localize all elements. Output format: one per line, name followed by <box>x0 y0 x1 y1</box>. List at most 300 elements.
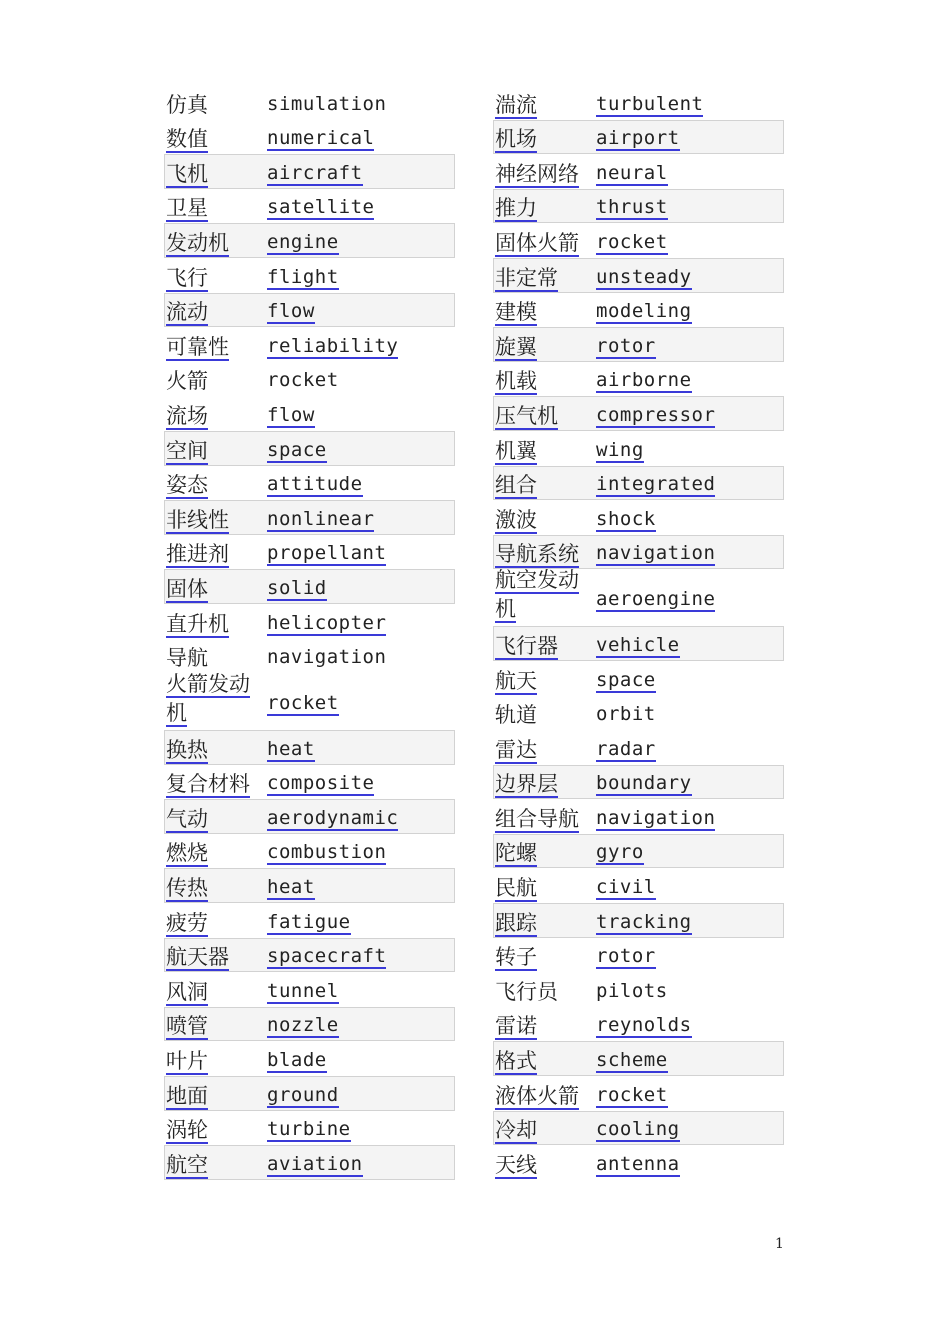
english-term-text: rocket <box>267 369 339 392</box>
chinese-term[interactable] <box>166 1152 258 1178</box>
chinese-term-text: 直升机 <box>166 611 229 636</box>
chinese-term-text: 轨道 <box>495 703 537 728</box>
english-term-text: modeling <box>596 300 692 323</box>
term-row <box>493 500 784 535</box>
term-row <box>164 431 455 466</box>
english-term-text: vehicle <box>596 633 680 656</box>
english-term-text: rotor <box>596 945 656 968</box>
chinese-term[interactable] <box>495 840 587 866</box>
term-row <box>164 85 455 120</box>
english-term[interactable] <box>267 840 386 864</box>
english-term[interactable] <box>596 230 668 254</box>
english-term-text: reynolds <box>596 1014 692 1037</box>
term-row <box>493 938 784 973</box>
english-term-text: nozzle <box>267 1014 339 1037</box>
english-term[interactable] <box>596 507 656 531</box>
english-term[interactable] <box>267 944 386 968</box>
english-term-text: helicopter <box>267 611 387 634</box>
english-term-text: ground <box>267 1083 339 1106</box>
english-term-text: heat <box>267 737 315 760</box>
term-row <box>493 362 784 397</box>
term-row <box>164 327 455 362</box>
term-row <box>493 327 784 362</box>
term-row <box>164 938 455 973</box>
chinese-term[interactable] <box>495 737 587 763</box>
english-term-text: shock <box>596 507 656 530</box>
english-term[interactable] <box>596 299 692 323</box>
chinese-term[interactable] <box>495 1048 587 1074</box>
english-term-text: boundary <box>596 772 692 795</box>
english-term-text: space <box>596 668 656 691</box>
chinese-term[interactable] <box>166 161 258 187</box>
chinese-term[interactable] <box>166 979 258 1005</box>
english-term[interactable] <box>267 541 386 565</box>
chinese-term[interactable] <box>166 944 258 970</box>
english-term[interactable] <box>596 1117 680 1141</box>
chinese-term[interactable] <box>166 230 258 256</box>
english-term[interactable] <box>267 1048 327 1072</box>
english-term-text: numerical <box>267 127 375 150</box>
english-term[interactable] <box>596 368 692 392</box>
english-term[interactable] <box>267 472 363 496</box>
chinese-term-text: 跟踪 <box>495 910 537 935</box>
english-term-text: tracking <box>596 910 692 933</box>
english-term <box>596 702 656 726</box>
chinese-term[interactable] <box>166 195 258 221</box>
chinese-term-text: 边界层 <box>495 772 558 797</box>
english-term[interactable] <box>267 1083 339 1107</box>
chinese-term-text: 空间 <box>166 438 208 463</box>
term-row <box>164 1145 455 1180</box>
chinese-term[interactable] <box>495 126 587 152</box>
chinese-term-text: 非定常 <box>495 265 558 290</box>
english-term[interactable] <box>596 541 715 565</box>
right-term-column <box>493 85 784 1180</box>
english-term[interactable] <box>267 910 351 934</box>
chinese-term-text: 飞机 <box>166 161 208 186</box>
english-term[interactable] <box>596 806 715 830</box>
english-term[interactable] <box>267 438 327 462</box>
chinese-term-text: 湍流 <box>495 92 537 117</box>
chinese-term-text: 雷达 <box>495 737 537 762</box>
english-term[interactable] <box>267 299 315 323</box>
chinese-term-text: 叶片 <box>166 1049 208 1074</box>
chinese-term[interactable] <box>166 1083 258 1109</box>
chinese-term-text: 流动 <box>166 300 208 325</box>
english-term-text: turbine <box>267 1118 351 1141</box>
chinese-term-text: 传热 <box>166 876 208 901</box>
chinese-term-text: 导航系统 <box>495 542 579 567</box>
english-term[interactable] <box>596 195 668 219</box>
english-term[interactable] <box>596 126 680 150</box>
chinese-term[interactable] <box>495 265 587 291</box>
chinese-term-text: 复合材料 <box>166 772 250 797</box>
term-row <box>493 120 784 155</box>
term-row <box>493 730 784 765</box>
english-term-text: scheme <box>596 1049 668 1072</box>
english-term[interactable] <box>267 1013 339 1037</box>
chinese-term <box>495 979 587 1005</box>
english-term[interactable] <box>596 438 644 462</box>
chinese-term[interactable] <box>495 195 587 221</box>
term-row <box>164 293 455 328</box>
chinese-term[interactable] <box>166 541 258 567</box>
chinese-term[interactable] <box>495 566 587 624</box>
chinese-term[interactable] <box>495 944 587 970</box>
chinese-term[interactable] <box>495 668 587 694</box>
chinese-term[interactable] <box>495 1117 587 1143</box>
left-term-column <box>164 85 455 1180</box>
chinese-term-text: 风洞 <box>166 979 208 1004</box>
english-term-text: navigation <box>596 542 716 565</box>
english-term[interactable] <box>267 691 339 715</box>
term-row <box>493 1145 784 1180</box>
term-row <box>164 673 455 730</box>
chinese-term-text: 天线 <box>495 1152 537 1177</box>
chinese-term <box>166 92 258 118</box>
term-row <box>493 466 784 501</box>
chinese-term[interactable] <box>495 403 587 429</box>
term-row <box>493 85 784 120</box>
term-row <box>164 189 455 224</box>
chinese-term[interactable] <box>166 737 258 763</box>
english-term[interactable] <box>267 979 339 1003</box>
english-term-text: unsteady <box>596 265 692 288</box>
chinese-term-text: 流场 <box>166 403 208 428</box>
chinese-term[interactable] <box>495 472 587 498</box>
english-term[interactable] <box>267 576 327 600</box>
chinese-term[interactable] <box>495 507 587 533</box>
english-term-text: compressor <box>596 403 716 426</box>
english-term[interactable] <box>596 472 715 496</box>
english-term-text: airport <box>596 127 680 150</box>
english-term[interactable] <box>267 737 315 761</box>
term-row <box>493 765 784 800</box>
term-row <box>493 431 784 466</box>
term-row <box>164 834 455 869</box>
chinese-term[interactable] <box>166 576 258 602</box>
chinese-term[interactable] <box>495 438 587 464</box>
term-row <box>493 868 784 903</box>
english-term[interactable] <box>267 875 315 899</box>
english-term[interactable] <box>267 771 374 795</box>
chinese-term-text: 机翼 <box>495 438 537 463</box>
english-term[interactable] <box>596 668 656 692</box>
chinese-term-text: 推进剂 <box>166 542 229 567</box>
term-row <box>164 569 455 604</box>
english-term-text: aeroengine <box>596 588 716 611</box>
english-term-text: radar <box>596 737 656 760</box>
chinese-term[interactable] <box>495 806 587 832</box>
chinese-term-text: 冷却 <box>495 1118 537 1143</box>
chinese-term-text: 航空 <box>166 1152 208 1177</box>
chinese-term[interactable] <box>166 875 258 901</box>
english-term[interactable] <box>267 507 374 531</box>
english-term-text: wing <box>596 438 644 461</box>
chinese-term[interactable] <box>495 1152 587 1178</box>
chinese-term[interactable] <box>495 1083 587 1109</box>
english-term[interactable] <box>267 1117 351 1141</box>
english-term-text: orbit <box>596 703 656 726</box>
chinese-term[interactable] <box>495 334 587 360</box>
english-term-text: composite <box>267 772 375 795</box>
chinese-term[interactable] <box>166 1048 258 1074</box>
chinese-term-text: 转子 <box>495 945 537 970</box>
chinese-term-text: 陀螺 <box>495 841 537 866</box>
chinese-term-text: 火箭发动机 <box>166 672 250 726</box>
english-term-text: nonlinear <box>267 507 375 530</box>
chinese-term[interactable] <box>166 1013 258 1039</box>
chinese-term-text: 激波 <box>495 507 537 532</box>
term-row <box>164 765 455 800</box>
term-row <box>493 972 784 1007</box>
english-term-text: engine <box>267 230 339 253</box>
english-term <box>267 645 386 669</box>
english-term-text: heat <box>267 876 315 899</box>
english-term <box>267 92 386 116</box>
term-row <box>164 1111 455 1146</box>
english-term-text: civil <box>596 876 656 899</box>
term-row <box>493 834 784 869</box>
english-term[interactable] <box>267 1152 363 1176</box>
chinese-term[interactable] <box>166 806 258 832</box>
term-row <box>164 500 455 535</box>
chinese-term-text: 机载 <box>495 369 537 394</box>
chinese-term-text: 神经网络 <box>495 161 579 186</box>
chinese-term-text: 数值 <box>166 127 208 152</box>
chinese-term[interactable] <box>166 611 258 637</box>
english-term[interactable] <box>596 1013 692 1037</box>
chinese-term-text: 固体火箭 <box>495 230 579 255</box>
english-term[interactable] <box>596 875 656 899</box>
english-term[interactable] <box>596 737 656 761</box>
chinese-term[interactable] <box>495 875 587 901</box>
english-term[interactable] <box>596 334 656 358</box>
english-term-text: navigation <box>596 806 716 829</box>
english-term-text: thrust <box>596 196 668 219</box>
english-term[interactable] <box>596 633 680 657</box>
english-term[interactable] <box>596 587 715 611</box>
english-term[interactable] <box>267 806 398 830</box>
english-term-text: neural <box>596 161 668 184</box>
chinese-term <box>166 645 258 671</box>
chinese-term-text: 发动机 <box>166 230 229 255</box>
chinese-term[interactable] <box>166 910 258 936</box>
term-row <box>493 1076 784 1111</box>
chinese-term-text: 液体火箭 <box>495 1083 579 1108</box>
chinese-term[interactable] <box>495 299 587 325</box>
chinese-term-text: 可靠性 <box>166 334 229 359</box>
english-term[interactable] <box>267 334 398 358</box>
term-row <box>164 1041 455 1076</box>
english-term[interactable] <box>596 910 692 934</box>
english-term[interactable] <box>267 161 363 185</box>
term-row <box>493 1111 784 1146</box>
chinese-term-text: 飞行 <box>166 265 208 290</box>
chinese-term-text: 非线性 <box>166 507 229 532</box>
term-row <box>493 189 784 224</box>
chinese-term-text: 固体 <box>166 576 208 601</box>
english-term-text: spacecraft <box>267 945 387 968</box>
english-term[interactable] <box>596 92 703 116</box>
chinese-term[interactable] <box>166 403 258 429</box>
chinese-term[interactable] <box>166 299 258 325</box>
term-row <box>164 154 455 189</box>
english-term-text: airborne <box>596 369 692 392</box>
chinese-term[interactable] <box>166 507 258 533</box>
english-term-text: navigation <box>267 646 387 669</box>
term-row <box>493 396 784 431</box>
english-term[interactable] <box>596 840 644 864</box>
term-row <box>493 258 784 293</box>
english-term[interactable] <box>596 1152 680 1176</box>
chinese-term-text: 组合导航 <box>495 806 579 831</box>
english-term-text: fatigue <box>267 910 351 933</box>
english-term-text: integrated <box>596 473 716 496</box>
term-row <box>493 223 784 258</box>
chinese-term[interactable] <box>166 670 258 728</box>
term-row <box>164 730 455 765</box>
english-term[interactable] <box>596 403 715 427</box>
chinese-term[interactable] <box>495 541 587 567</box>
english-term-text: rocket <box>267 692 339 715</box>
chinese-term[interactable] <box>495 368 587 394</box>
english-term-text: flow <box>267 403 315 426</box>
term-row <box>493 696 784 731</box>
chinese-term[interactable] <box>166 265 258 291</box>
english-term-text: gyro <box>596 841 644 864</box>
english-term[interactable] <box>267 126 374 150</box>
chinese-term-text: 仿真 <box>166 92 208 117</box>
chinese-term[interactable] <box>166 1117 258 1143</box>
english-term[interactable] <box>267 403 315 427</box>
chinese-term-text: 换热 <box>166 737 208 762</box>
term-row <box>164 466 455 501</box>
chinese-term-text: 组合 <box>495 473 537 498</box>
chinese-term-text: 燃烧 <box>166 841 208 866</box>
chinese-term <box>495 702 587 728</box>
chinese-term[interactable] <box>495 1013 587 1039</box>
chinese-term[interactable] <box>495 230 587 256</box>
term-row <box>164 972 455 1007</box>
english-term[interactable] <box>267 195 374 219</box>
term-row <box>164 903 455 938</box>
chinese-term-text: 飞行员 <box>495 979 558 1004</box>
english-term-text: propellant <box>267 542 387 565</box>
chinese-term-text: 飞行器 <box>495 633 558 658</box>
chinese-term-text: 疲劳 <box>166 910 208 935</box>
english-term[interactable] <box>596 944 656 968</box>
term-row <box>164 223 455 258</box>
chinese-term[interactable] <box>166 126 258 152</box>
chinese-term[interactable] <box>166 334 258 360</box>
chinese-term-text: 机场 <box>495 127 537 152</box>
term-row <box>164 120 455 155</box>
english-term-text: tunnel <box>267 979 339 1002</box>
chinese-term-text: 涡轮 <box>166 1118 208 1143</box>
english-term-text: antenna <box>596 1152 680 1175</box>
chinese-term-text: 格式 <box>495 1049 537 1074</box>
chinese-term[interactable] <box>166 840 258 866</box>
term-row <box>164 535 455 570</box>
term-row <box>164 799 455 834</box>
chinese-term <box>166 368 258 394</box>
english-term[interactable] <box>596 1048 668 1072</box>
english-term-text: attitude <box>267 473 363 496</box>
english-term[interactable] <box>596 771 692 795</box>
chinese-term[interactable] <box>495 92 587 118</box>
term-row <box>493 661 784 696</box>
chinese-term-text: 卫星 <box>166 196 208 221</box>
page-number: 1 <box>775 1236 784 1252</box>
chinese-term-text: 导航 <box>166 646 208 671</box>
english-term-text: flight <box>267 265 339 288</box>
chinese-term-text: 推力 <box>495 196 537 221</box>
term-row <box>164 1076 455 1111</box>
term-row <box>493 293 784 328</box>
english-term-text: aviation <box>267 1152 363 1175</box>
english-term-text: cooling <box>596 1118 680 1141</box>
english-term[interactable] <box>267 611 386 635</box>
chinese-term-text: 旋翼 <box>495 334 537 359</box>
term-row <box>164 396 455 431</box>
english-term[interactable] <box>596 265 692 289</box>
term-row <box>493 535 784 570</box>
term-row <box>164 639 455 674</box>
chinese-term[interactable] <box>166 771 258 797</box>
chinese-term-text: 航天器 <box>166 945 229 970</box>
term-row <box>164 362 455 397</box>
chinese-term[interactable] <box>495 633 587 659</box>
english-term-text: blade <box>267 1049 327 1072</box>
term-row <box>164 1007 455 1042</box>
english-term <box>596 979 668 1003</box>
chinese-term[interactable] <box>495 771 587 797</box>
english-term[interactable] <box>267 265 339 289</box>
term-row <box>493 626 784 661</box>
english-term-text: solid <box>267 576 327 599</box>
english-term[interactable] <box>596 161 668 185</box>
english-term-text: aerodynamic <box>267 806 399 829</box>
english-term-text: satellite <box>267 196 375 219</box>
english-term-text: turbulent <box>596 92 704 115</box>
chinese-term-text: 航天 <box>495 668 537 693</box>
chinese-term-text: 火箭 <box>166 369 208 394</box>
chinese-term[interactable] <box>166 438 258 464</box>
term-row <box>164 258 455 293</box>
english-term[interactable] <box>596 1083 668 1107</box>
english-term-text: simulation <box>267 92 387 115</box>
term-row <box>164 868 455 903</box>
chinese-term-text: 喷管 <box>166 1014 208 1039</box>
chinese-term[interactable] <box>166 472 258 498</box>
term-row <box>164 604 455 639</box>
english-term-text: flow <box>267 300 315 323</box>
term-row <box>493 1007 784 1042</box>
chinese-term[interactable] <box>495 910 587 936</box>
english-term-text: rocket <box>596 230 668 253</box>
term-row <box>493 903 784 938</box>
chinese-term-text: 民航 <box>495 876 537 901</box>
term-row <box>493 154 784 189</box>
term-row <box>493 1041 784 1076</box>
english-term-text: rotor <box>596 334 656 357</box>
chinese-term[interactable] <box>495 161 587 187</box>
english-term[interactable] <box>267 230 339 254</box>
chinese-term-text: 航空发动机 <box>495 568 579 622</box>
english-term <box>267 368 339 392</box>
english-term-text: aircraft <box>267 161 363 184</box>
